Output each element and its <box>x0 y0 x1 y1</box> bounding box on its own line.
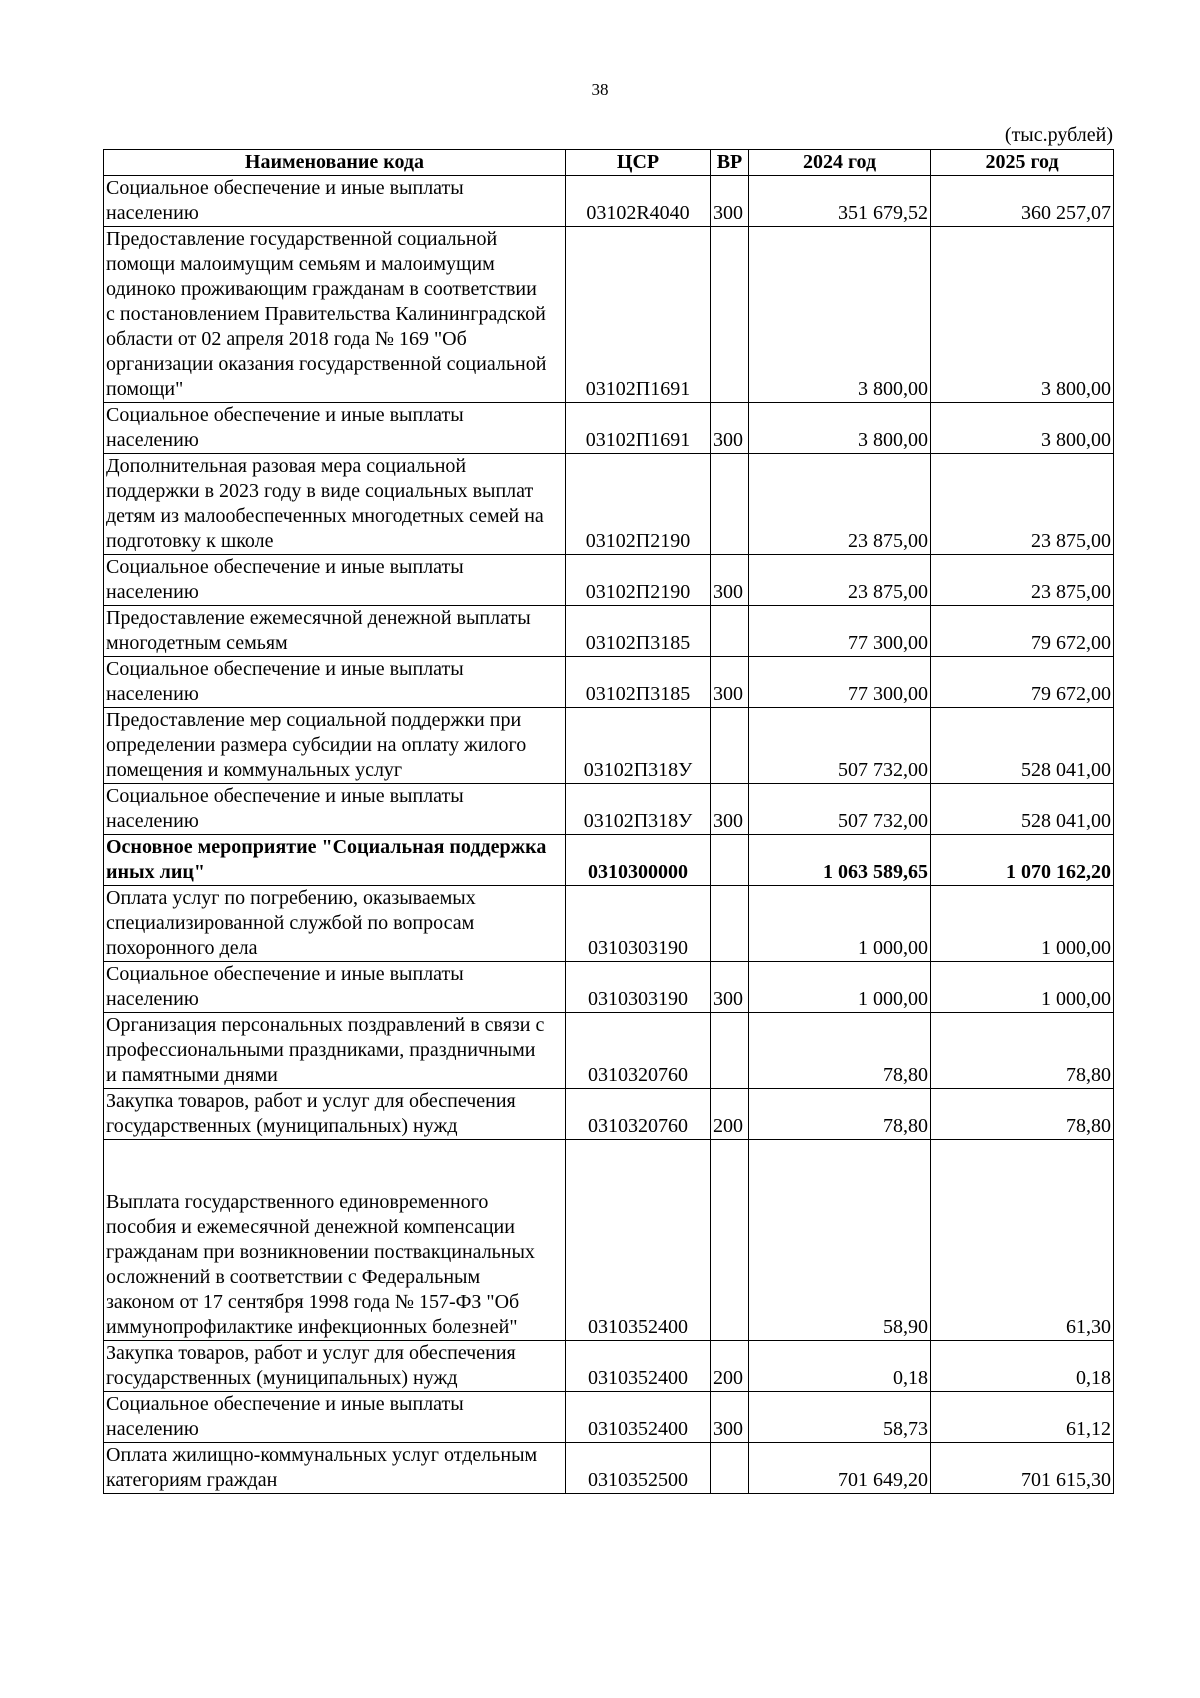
row-name-cell: Основное мероприятие "Социальная поддержка иных лиц" <box>104 835 566 886</box>
row-name-cell: Закупка товаров, работ и услуг для обеспечения государственных (муниципальных) нужд <box>104 1341 566 1392</box>
row-vr-cell: 300 <box>711 555 749 606</box>
row-csr-cell: 0310320760 <box>566 1089 711 1140</box>
row-2024-cell: 78,80 <box>749 1013 931 1089</box>
row-name-cell: Социальное обеспечение и иные выплаты населению <box>104 657 566 708</box>
row-vr-cell <box>711 606 749 657</box>
table-row <box>104 708 1114 784</box>
row-2025-cell: 3 800,00 <box>931 403 1114 454</box>
row-vr-cell <box>711 454 749 555</box>
row-csr-cell: 0310303190 <box>566 962 711 1013</box>
row-name-cell: Закупка товаров, работ и услуг для обеспечения государственных (муниципальных) нужд <box>104 1089 566 1140</box>
table-row <box>104 886 1114 962</box>
row-2025-cell: 1 000,00 <box>931 886 1114 962</box>
budget-table <box>103 149 1114 1494</box>
row-name-cell: Выплата государственного единовременного пособия и ежемесячной денежной компенсации гражданам при возникновении поствакцинальных осложнений в соответствии с Федеральным законом от 17 сентября 1998 года № 157-ФЗ "Об иммунопрофилактике инфекционных болезней" <box>104 1140 566 1341</box>
row-csr-cell: 03102П318У <box>566 784 711 835</box>
table-row <box>104 962 1114 1013</box>
row-name-cell: Предоставление ежемесячной денежной выплаты многодетным семьям <box>104 606 566 657</box>
row-vr-cell: 300 <box>711 176 749 227</box>
row-2024-cell: 1 000,00 <box>749 962 931 1013</box>
row-csr-cell: 03102П1691 <box>566 227 711 403</box>
row-name-cell: Социальное обеспечение и иные выплаты населению <box>104 555 566 606</box>
row-name-cell: Социальное обеспечение и иные выплаты населению <box>104 962 566 1013</box>
row-vr-cell: 300 <box>711 1392 749 1443</box>
row-2025-cell: 79 672,00 <box>931 606 1114 657</box>
row-csr-cell: 0310300000 <box>566 835 711 886</box>
row-2024-cell: 77 300,00 <box>749 657 931 708</box>
row-csr-cell: 03102П1691 <box>566 403 711 454</box>
row-2025-cell: 0,18 <box>931 1341 1114 1392</box>
row-csr-cell: 0310352500 <box>566 1443 711 1494</box>
row-csr-cell: 03102П3185 <box>566 657 711 708</box>
row-2025-cell: 78,80 <box>931 1013 1114 1089</box>
table-body <box>104 176 1114 1494</box>
row-csr-cell: 03102П318У <box>566 708 711 784</box>
row-name-cell: Оплата услуг по погребению, оказываемых специализированной службой по вопросам похоронного дела <box>104 886 566 962</box>
table-row <box>104 403 1114 454</box>
row-2025-cell: 78,80 <box>931 1089 1114 1140</box>
row-name-cell: Дополнительная разовая мера социальной поддержки в 2023 году в виде социальных выплат детям из малообеспеченных многодетных семей на подготовку к школе <box>104 454 566 555</box>
row-csr-cell: 0310303190 <box>566 886 711 962</box>
table-row <box>104 1392 1114 1443</box>
row-2024-cell: 77 300,00 <box>749 606 931 657</box>
row-2024-cell: 1 063 589,65 <box>749 835 931 886</box>
row-2024-cell: 23 875,00 <box>749 555 931 606</box>
row-2025-cell: 23 875,00 <box>931 454 1114 555</box>
header-vr: ВР <box>711 150 749 176</box>
row-2024-cell: 78,80 <box>749 1089 931 1140</box>
row-csr-cell: 03102П2190 <box>566 555 711 606</box>
table-row <box>104 657 1114 708</box>
row-2024-cell: 701 649,20 <box>749 1443 931 1494</box>
row-csr-cell: 0310352400 <box>566 1140 711 1341</box>
table-row <box>104 1443 1114 1494</box>
row-vr-cell: 300 <box>711 657 749 708</box>
row-vr-cell <box>711 886 749 962</box>
row-2024-cell: 507 732,00 <box>749 784 931 835</box>
table-row <box>104 1341 1114 1392</box>
units-label: (тыс.рублей) <box>1004 124 1113 146</box>
row-vr-cell <box>711 835 749 886</box>
row-vr-cell: 300 <box>711 784 749 835</box>
row-vr-cell: 200 <box>711 1089 749 1140</box>
table-row <box>104 1089 1114 1140</box>
row-vr-cell: 200 <box>711 1341 749 1392</box>
row-name-cell: Социальное обеспечение и иные выплаты населению <box>104 784 566 835</box>
page-number: 38 <box>591 80 609 99</box>
row-name-cell: Социальное обеспечение и иные выплаты населению <box>104 1392 566 1443</box>
row-2025-cell: 3 800,00 <box>931 227 1114 403</box>
row-2025-cell: 61,30 <box>931 1140 1114 1341</box>
row-2025-cell: 1 070 162,20 <box>931 835 1114 886</box>
header-csr: ЦСР <box>566 150 711 176</box>
row-2024-cell: 507 732,00 <box>749 708 931 784</box>
row-2025-cell: 528 041,00 <box>931 708 1114 784</box>
header-2024: 2024 год <box>749 150 931 176</box>
row-2025-cell: 360 257,07 <box>931 176 1114 227</box>
row-2024-cell: 0,18 <box>749 1341 931 1392</box>
row-name-cell: Социальное обеспечение и иные выплаты населению <box>104 176 566 227</box>
row-csr-cell: 03102П3185 <box>566 606 711 657</box>
table-row <box>104 555 1114 606</box>
row-2025-cell: 79 672,00 <box>931 657 1114 708</box>
row-vr-cell <box>711 708 749 784</box>
row-2025-cell: 23 875,00 <box>931 555 1114 606</box>
table-row <box>104 606 1114 657</box>
row-name-cell: Организация персональных поздравлений в связи с профессиональными праздниками, праздничными и памятными днями <box>104 1013 566 1089</box>
table-row <box>104 784 1114 835</box>
table-row <box>104 1140 1114 1341</box>
row-2024-cell: 351 679,52 <box>749 176 931 227</box>
row-vr-cell <box>711 227 749 403</box>
row-vr-cell: 300 <box>711 962 749 1013</box>
row-csr-cell: 0310352400 <box>566 1341 711 1392</box>
table-row <box>104 454 1114 555</box>
row-2025-cell: 61,12 <box>931 1392 1114 1443</box>
row-name-cell: Предоставление государственной социальной помощи малоимущим семьям и малоимущим одиноко проживающим гражданам в соответствии с постановлением Правительства Калининградской области от 02 апреля 2018 года № 169 "Об организации оказания государственной социальной помощи" <box>104 227 566 403</box>
row-2024-cell: 3 800,00 <box>749 227 931 403</box>
row-csr-cell: 0310320760 <box>566 1013 711 1089</box>
table-row <box>104 176 1114 227</box>
row-name-cell: Предоставление мер социальной поддержки при определении размера субсидии на оплату жилого помещения и коммунальных услуг <box>104 708 566 784</box>
row-2024-cell: 1 000,00 <box>749 886 931 962</box>
row-name-cell: Социальное обеспечение и иные выплаты населению <box>104 403 566 454</box>
row-2025-cell: 528 041,00 <box>931 784 1114 835</box>
table-header-row <box>104 150 1114 176</box>
row-name-cell: Оплата жилищно-коммунальных услуг отдельным категориям граждан <box>104 1443 566 1494</box>
row-vr-cell <box>711 1443 749 1494</box>
row-vr-cell <box>711 1140 749 1341</box>
table-row <box>104 227 1114 403</box>
row-vr-cell: 300 <box>711 403 749 454</box>
row-2025-cell: 1 000,00 <box>931 962 1114 1013</box>
row-csr-cell: 03102П2190 <box>566 454 711 555</box>
row-2024-cell: 23 875,00 <box>749 454 931 555</box>
row-2024-cell: 3 800,00 <box>749 403 931 454</box>
table-row <box>104 835 1114 886</box>
row-vr-cell <box>711 1013 749 1089</box>
row-csr-cell: 0310352400 <box>566 1392 711 1443</box>
header-2025: 2025 год <box>931 150 1114 176</box>
row-csr-cell: 03102R4040 <box>566 176 711 227</box>
table-row <box>104 1013 1114 1089</box>
row-2024-cell: 58,73 <box>749 1392 931 1443</box>
row-2025-cell: 701 615,30 <box>931 1443 1114 1494</box>
header-name: Наименование кода <box>104 150 566 176</box>
row-2024-cell: 58,90 <box>749 1140 931 1341</box>
